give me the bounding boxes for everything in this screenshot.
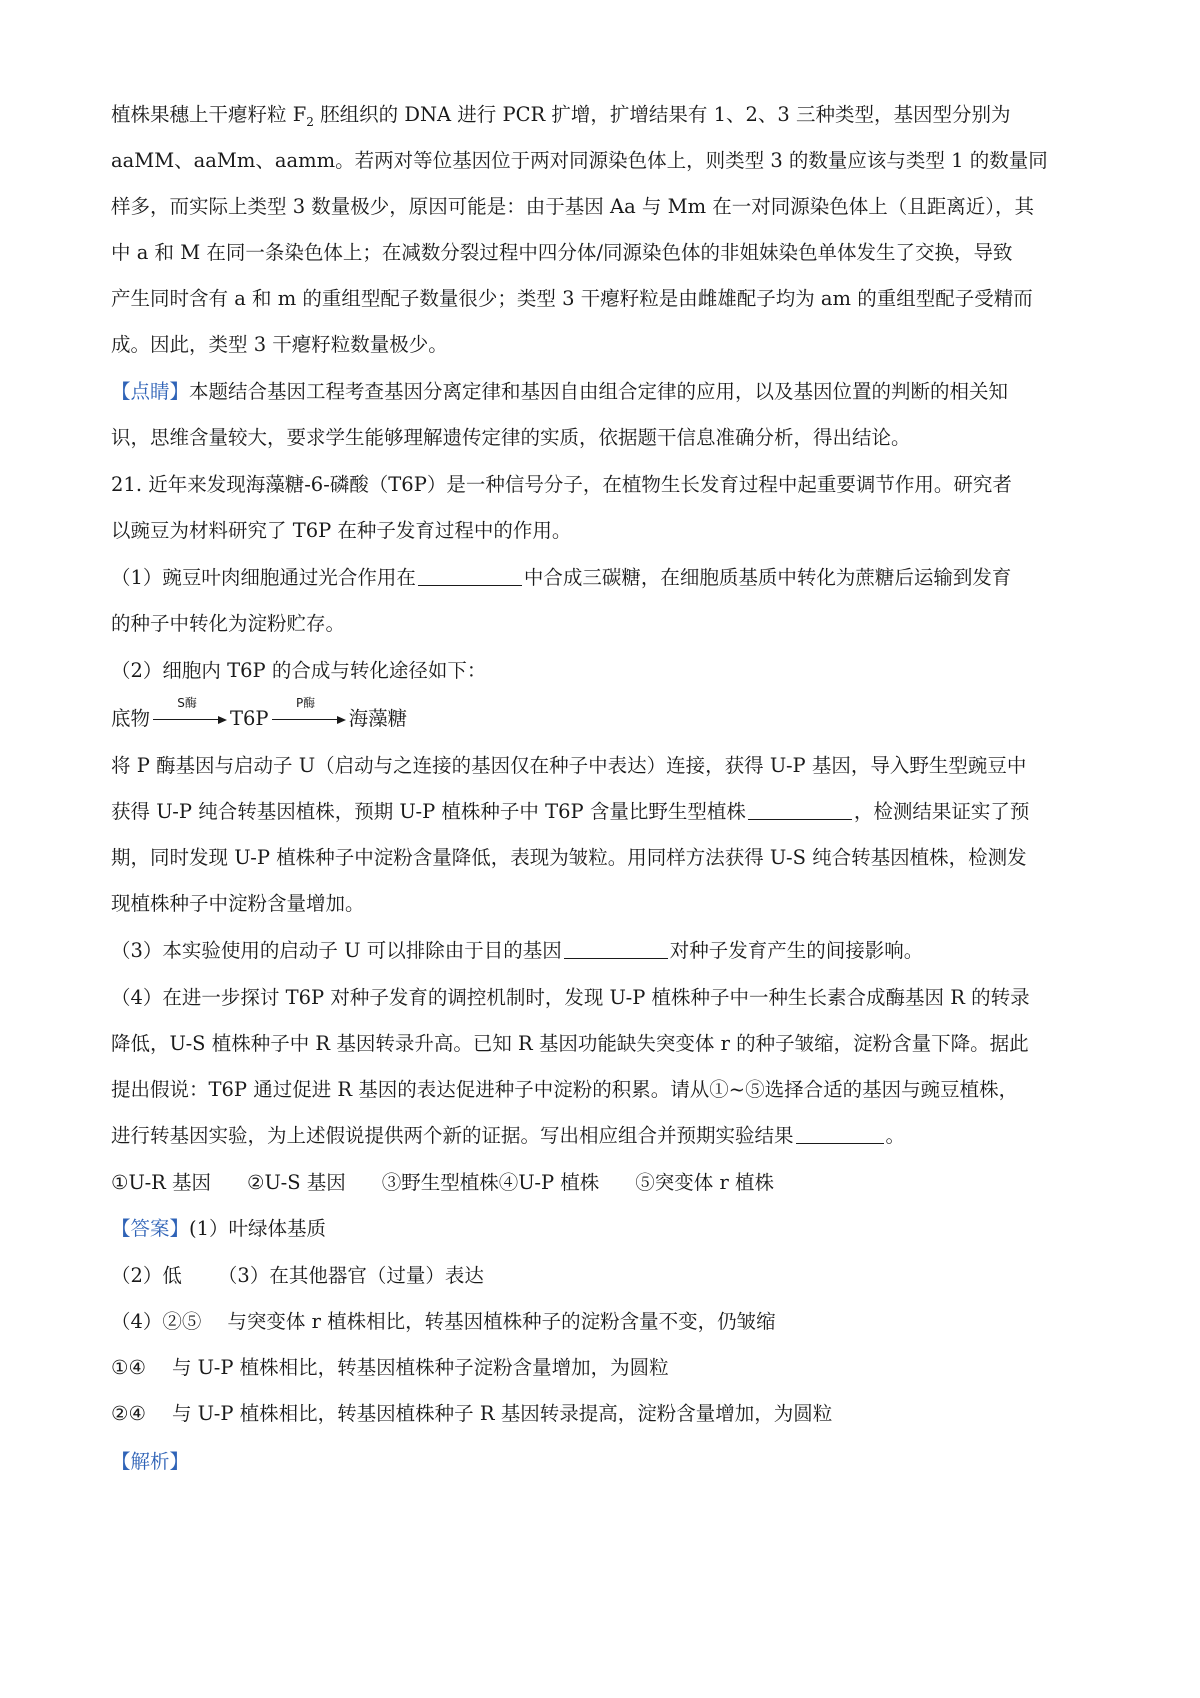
option-list xyxy=(111,1167,774,1195)
text-line: 获得 U-P 纯合转基因植株，预期 U-P 植株种子中 T6P 含量比野生型植株 ，检测结果证实了预 xyxy=(111,800,1030,823)
text-line: 以豌豆为材料研究了 T6P 在种子发育过程中的作用。 xyxy=(111,519,572,542)
pathway-equation xyxy=(111,696,408,731)
text-line: 中 a 和 M 在同一条染色体上；在减数分裂过程中四分体/同源染色体的非姐妹染色单体发生了交换，导致 xyxy=(111,241,1013,264)
option-5: ⑤突变体 r 植株 xyxy=(635,1171,774,1194)
answer-line: 【答案】(1）叶绿体基质 xyxy=(111,1217,327,1240)
answer-blank[interactable] xyxy=(564,939,668,960)
answer-tag: 【答案】 xyxy=(111,1217,190,1240)
text-line: 样多，而实际上类型 3 数量极少，原因可能是：由于基因 Aa 与 Mm 在一对同源染色体上（且距离近），其 xyxy=(111,195,1035,218)
substrate-label: 底物 xyxy=(111,707,151,730)
text-line: 降低，U-S 植株种子中 R 基因转录升高。已知 R 基因功能缺失突变体 r 的种子皱缩，淀粉含量下降。据此 xyxy=(111,1032,1029,1055)
enzyme-p-label: P酶 xyxy=(295,696,316,710)
text-line: 的种子中转化为淀粉贮存。 xyxy=(111,612,346,635)
text-line: 进行转基因实验，为上述假说提供两个新的证据。写出相应组合并预期实验结果 。 xyxy=(111,1124,906,1147)
sub-question-1: （1）豌豆叶肉细胞通过光合作用在 中合成三碳糖，在细胞质基质中转化为蔗糖后运输到发育 xyxy=(111,566,1012,589)
text-line: 成。因此，类型 3 干瘪籽粒数量极少。 xyxy=(111,333,448,356)
answer-line: ②④ 与 U-P 植株相比，转基因植株种子 R 基因转录提高，淀粉含量增加，为圆粒 xyxy=(111,1402,833,1425)
text-line: 期，同时发现 U-P 植株种子中淀粉含量降低，表现为皱粒。用同样方法获得 U-S 纯合转基因植株，检测发 xyxy=(111,846,1027,869)
answer-blank[interactable] xyxy=(748,800,852,821)
text-line: 植株果穗上干瘪籽粒 $F_2$ 胚组织的 DNA 进行 PCR 扩增，扩增结果有 1、2、3 三种类型，基因型分别为 xyxy=(111,103,1011,129)
jiexi-tag: 【解析】 xyxy=(111,1450,190,1473)
text-line: 识，思维含量较大，要求学生能够理解遗传定律的实质，依据题干信息准确分析，得出结论。 xyxy=(111,426,911,449)
text-line: aaMM、aaMm、aamm。若两对等位基因位于两对同源染色体上，则类型 3 的数量应该与类型 1 的数量同 xyxy=(111,149,1048,172)
option-1: ①U-R 基因 xyxy=(111,1171,212,1194)
question-21-stem: 21. 近年来发现海藻糖-6-磷酸（T6P）是一种信号分子，在植物生长发育过程中起重要调节作用。研究者 xyxy=(111,473,1012,496)
product-label: 海藻糖 xyxy=(348,707,408,730)
reaction-arrow-s xyxy=(153,696,227,725)
t6p-label: T6P xyxy=(230,707,269,730)
sub-question-4: （4）在进一步探讨 T6P 对种子发育的调控机制时，发现 U-P 植株种子中一种生长素合成酶基因 R 的转录 xyxy=(111,986,1030,1009)
reaction-arrow-p xyxy=(272,696,346,725)
answer-line: （2）低 （3）在其他器官（过量）表达 xyxy=(111,1264,484,1287)
option-3-4: ③野生型植株④U-P 植株 xyxy=(381,1171,600,1194)
dianjing-tag: 【点睛】 xyxy=(111,380,190,403)
enzyme-s-label: S酶 xyxy=(177,696,197,710)
answer-blank[interactable] xyxy=(796,1124,884,1145)
answer-blank[interactable] xyxy=(418,566,522,587)
sub-question-3: （3）本实验使用的启动子 U 可以排除由于目的基因 对种子发育产生的间接影响。 xyxy=(111,939,924,962)
option-2: ②U-S 基因 xyxy=(247,1171,346,1194)
answer-line: ①④ 与 U-P 植株相比，转基因植株种子淀粉含量增加，为圆粒 xyxy=(111,1356,669,1379)
text-line: 提出假说：T6P 通过促进 R 基因的表达促进种子中淀粉的积累。请从①~⑤选择合适的基因与豌豆植株， xyxy=(111,1078,1019,1101)
text-line: 将 P 酶基因与启动子 U（启动与之连接的基因仅在种子中表达）连接，获得 U-P 基因，导入野生型豌豆中 xyxy=(111,754,1027,777)
sub-question-2: （2）细胞内 T6P 的合成与转化途径如下： xyxy=(111,659,487,682)
dianjing-line: 【点睛】本题结合基因工程考查基因分离定律和基因自由组合定律的应用，以及基因位置的判断的相关知 xyxy=(111,380,1009,403)
answer-line: （4）②⑤ 与突变体 r 植株相比，转基因植株种子的淀粉含量不变，仍皱缩 xyxy=(111,1310,776,1333)
text-line: 现植株种子中淀粉含量增加。 xyxy=(111,892,365,915)
text-line: 产生同时含有 a 和 m 的重组型配子数量很少；类型 3 干瘪籽粒是由雌雄配子均为 am 的重组型配子受精而 xyxy=(111,287,1033,310)
